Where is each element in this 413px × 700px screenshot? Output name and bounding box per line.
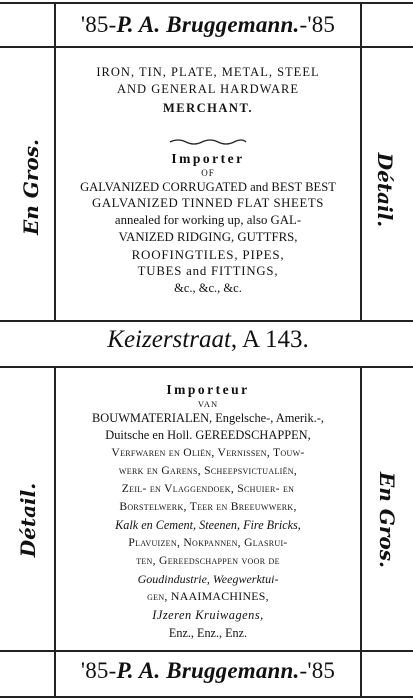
side-label-right-top: Détail. <box>373 152 397 228</box>
banner-name: P. A. Bruggemann. <box>116 12 300 37</box>
goods-nl-line-13: Enz., Enz., Enz. <box>168 626 248 640</box>
rule-right-lower <box>360 366 362 698</box>
goods-nl-line-8: Plavuizen, Nokpannen, Glasrui- <box>128 536 288 549</box>
goods-nl-line-12: IJzeren Kruiwagens, <box>152 608 264 622</box>
goods-nl-line-1: BOUWMATERIALEN, Engelsche-, Amerik.-, <box>92 411 324 425</box>
rule-below-address <box>0 366 413 368</box>
address-number: , A 143. <box>230 326 309 353</box>
banner-bottom <box>56 658 360 684</box>
goods-nl-line-10: Goudindustrie, Weegwerktui- <box>137 572 279 586</box>
banner-bottom-year-right: -'85 <box>299 658 336 683</box>
trade-line-3: MERCHANT. <box>162 101 253 115</box>
goods-line-4: VANIZED RIDGING, GUTTFRS, <box>118 230 298 244</box>
goods-nl-line-11: gen, NAAIMACHINES, <box>147 589 269 603</box>
goods-nl-line-7: Kalk en Cement, Steenen, Fire Bricks, <box>115 518 301 532</box>
rule-above-address <box>0 320 413 322</box>
goods-line-5: ROOFINGTILES, PIPES, <box>131 247 285 262</box>
rule-under-banner <box>0 46 413 48</box>
goods-nl-line-3: Verfwaren en Oliën, Vernissen, Touw- <box>111 446 305 459</box>
rule-bottom <box>0 696 413 698</box>
banner-bottom-name: P. A. Bruggemann. <box>116 658 300 683</box>
goods-line-7: &c., &c., &c. <box>174 281 242 295</box>
importer-of: OF <box>201 168 215 178</box>
goods-line-6: TUBES and FITTINGS, <box>137 264 279 278</box>
banner-bottom-year-left: '85- <box>80 658 117 683</box>
side-label-left-bottom: Détail. <box>16 482 40 558</box>
top-block <box>58 66 358 118</box>
trade-line-1: IRON, TIN, PLATE, METAL, STEEL <box>96 65 320 79</box>
address-street: Keizerstraat <box>107 326 231 353</box>
rule-left-upper <box>54 2 56 320</box>
banner-top <box>56 12 360 38</box>
goods-nl-line-2: Duitsche en Holl. GEREEDSCHAPPEN, <box>105 428 311 442</box>
goods-line-3: annealed for working up, also GAL- <box>114 213 302 227</box>
address-line <box>56 326 360 354</box>
rule-left-lower <box>54 366 56 698</box>
importeur-van: VAN <box>197 399 219 409</box>
rule-top <box>0 2 413 4</box>
side-label-right-bottom: En Gros. <box>375 472 399 568</box>
banner-year-left: '85- <box>80 12 117 37</box>
banner-year-right: -'85 <box>299 12 336 37</box>
goods-nl-line-6: Borstelwerk, Teer en Breeuwwerk, <box>119 500 297 513</box>
rule-right-upper <box>360 2 362 320</box>
rule-above-footer <box>0 650 413 652</box>
flourish-ornament <box>168 137 248 147</box>
goods-nl-line-9: ten, Gereedschappen voor de <box>136 554 280 567</box>
goods-line-2: GALVANIZED TINNED FLAT SHEETS <box>92 196 324 210</box>
importer-heading: Importer <box>171 151 245 166</box>
goods-nl-line-5: Zeil- en Vlaggendoek, Schuier- en <box>121 482 295 495</box>
trade-line-2: AND GENERAL HARDWARE <box>116 82 300 96</box>
side-label-left-top: En Gros. <box>19 139 43 235</box>
goods-nl-line-4: werk en Garens, Scheepsvictualiën, <box>118 464 298 477</box>
importeur-heading: Importeur <box>166 382 250 397</box>
importer-block <box>58 152 358 298</box>
goods-line-1: GALVANIZED CORRUGATED and BEST BEST <box>80 180 336 194</box>
bottom-block <box>58 383 358 643</box>
